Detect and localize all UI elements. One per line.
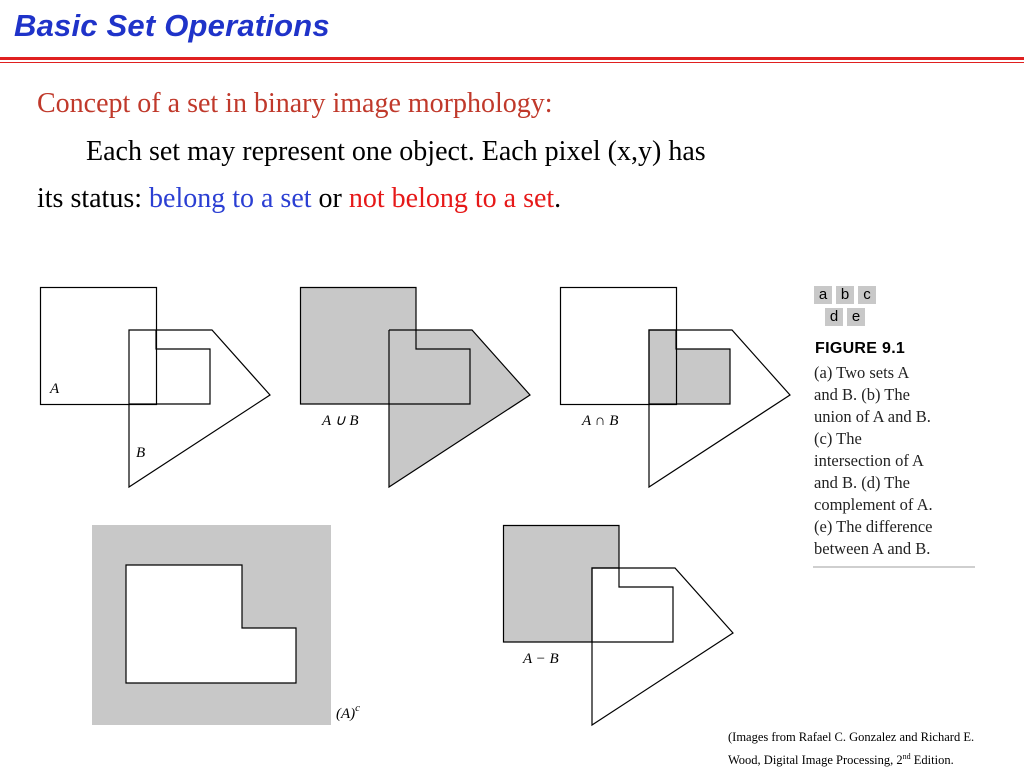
complement-superscript: c — [355, 702, 361, 714]
legend-box-b: b — [835, 285, 855, 305]
intersection-shaded-region — [649, 330, 730, 404]
credit-line-2 — [728, 747, 1018, 770]
title-rule — [0, 57, 1024, 60]
credit-superscript: nd — [902, 752, 911, 761]
label-difference: A − B — [523, 651, 559, 667]
panel-e-difference — [503, 525, 733, 725]
legend-box-d: d — [824, 307, 844, 327]
legend-box-e: e — [846, 307, 866, 327]
concept-heading: Concept of a set in binary image morphology: — [37, 88, 553, 119]
label-complement — [336, 702, 360, 722]
panel-a-two-sets — [40, 287, 270, 487]
body-line-2 — [37, 183, 561, 215]
period-text: . — [554, 183, 562, 214]
panel-d-complement — [92, 525, 392, 725]
credit-suffix: Edition. — [910, 753, 954, 768]
not-belong-text: not belong to a set — [348, 183, 555, 214]
label-intersection: A ∩ B — [582, 413, 619, 429]
caption-rule — [813, 566, 975, 568]
belong-text: belong to a set — [149, 183, 312, 214]
or-text: or — [311, 183, 349, 214]
set-b-shape — [129, 330, 270, 487]
legend-box-c: c — [857, 285, 877, 305]
figure-number: FIGURE 9.1 — [815, 340, 906, 357]
title-rule-thin — [0, 62, 1024, 63]
panel-b-union — [300, 287, 530, 487]
credit-line-1: (Images from Rafael C. Gonzalez and Richard E. — [728, 730, 975, 744]
label-set-b: B — [136, 445, 146, 461]
difference-shaded-region — [504, 526, 620, 643]
body-line-1: Each set may represent one object. Each pixel (x,y) has — [86, 136, 706, 167]
body-prefix: its status: — [37, 183, 150, 214]
union-shaded-region — [301, 288, 531, 488]
slide-title: Basic Set Operations — [14, 8, 330, 43]
label-union: A ∪ B — [322, 413, 359, 429]
label-set-a: A — [50, 381, 60, 397]
complement-text: (A) — [336, 706, 356, 722]
legend-box-a: a — [813, 285, 833, 305]
figure-caption: (a) Two sets A and B. (b) The union of A and B. (c) The intersection of A and B. (d) The complement of A. (e) The difference between A and B. — [814, 363, 933, 558]
image-credit — [728, 728, 1018, 770]
panel-c-intersection — [560, 287, 790, 487]
credit-prefix: Wood, Digital Image Processing, 2 — [728, 753, 903, 768]
